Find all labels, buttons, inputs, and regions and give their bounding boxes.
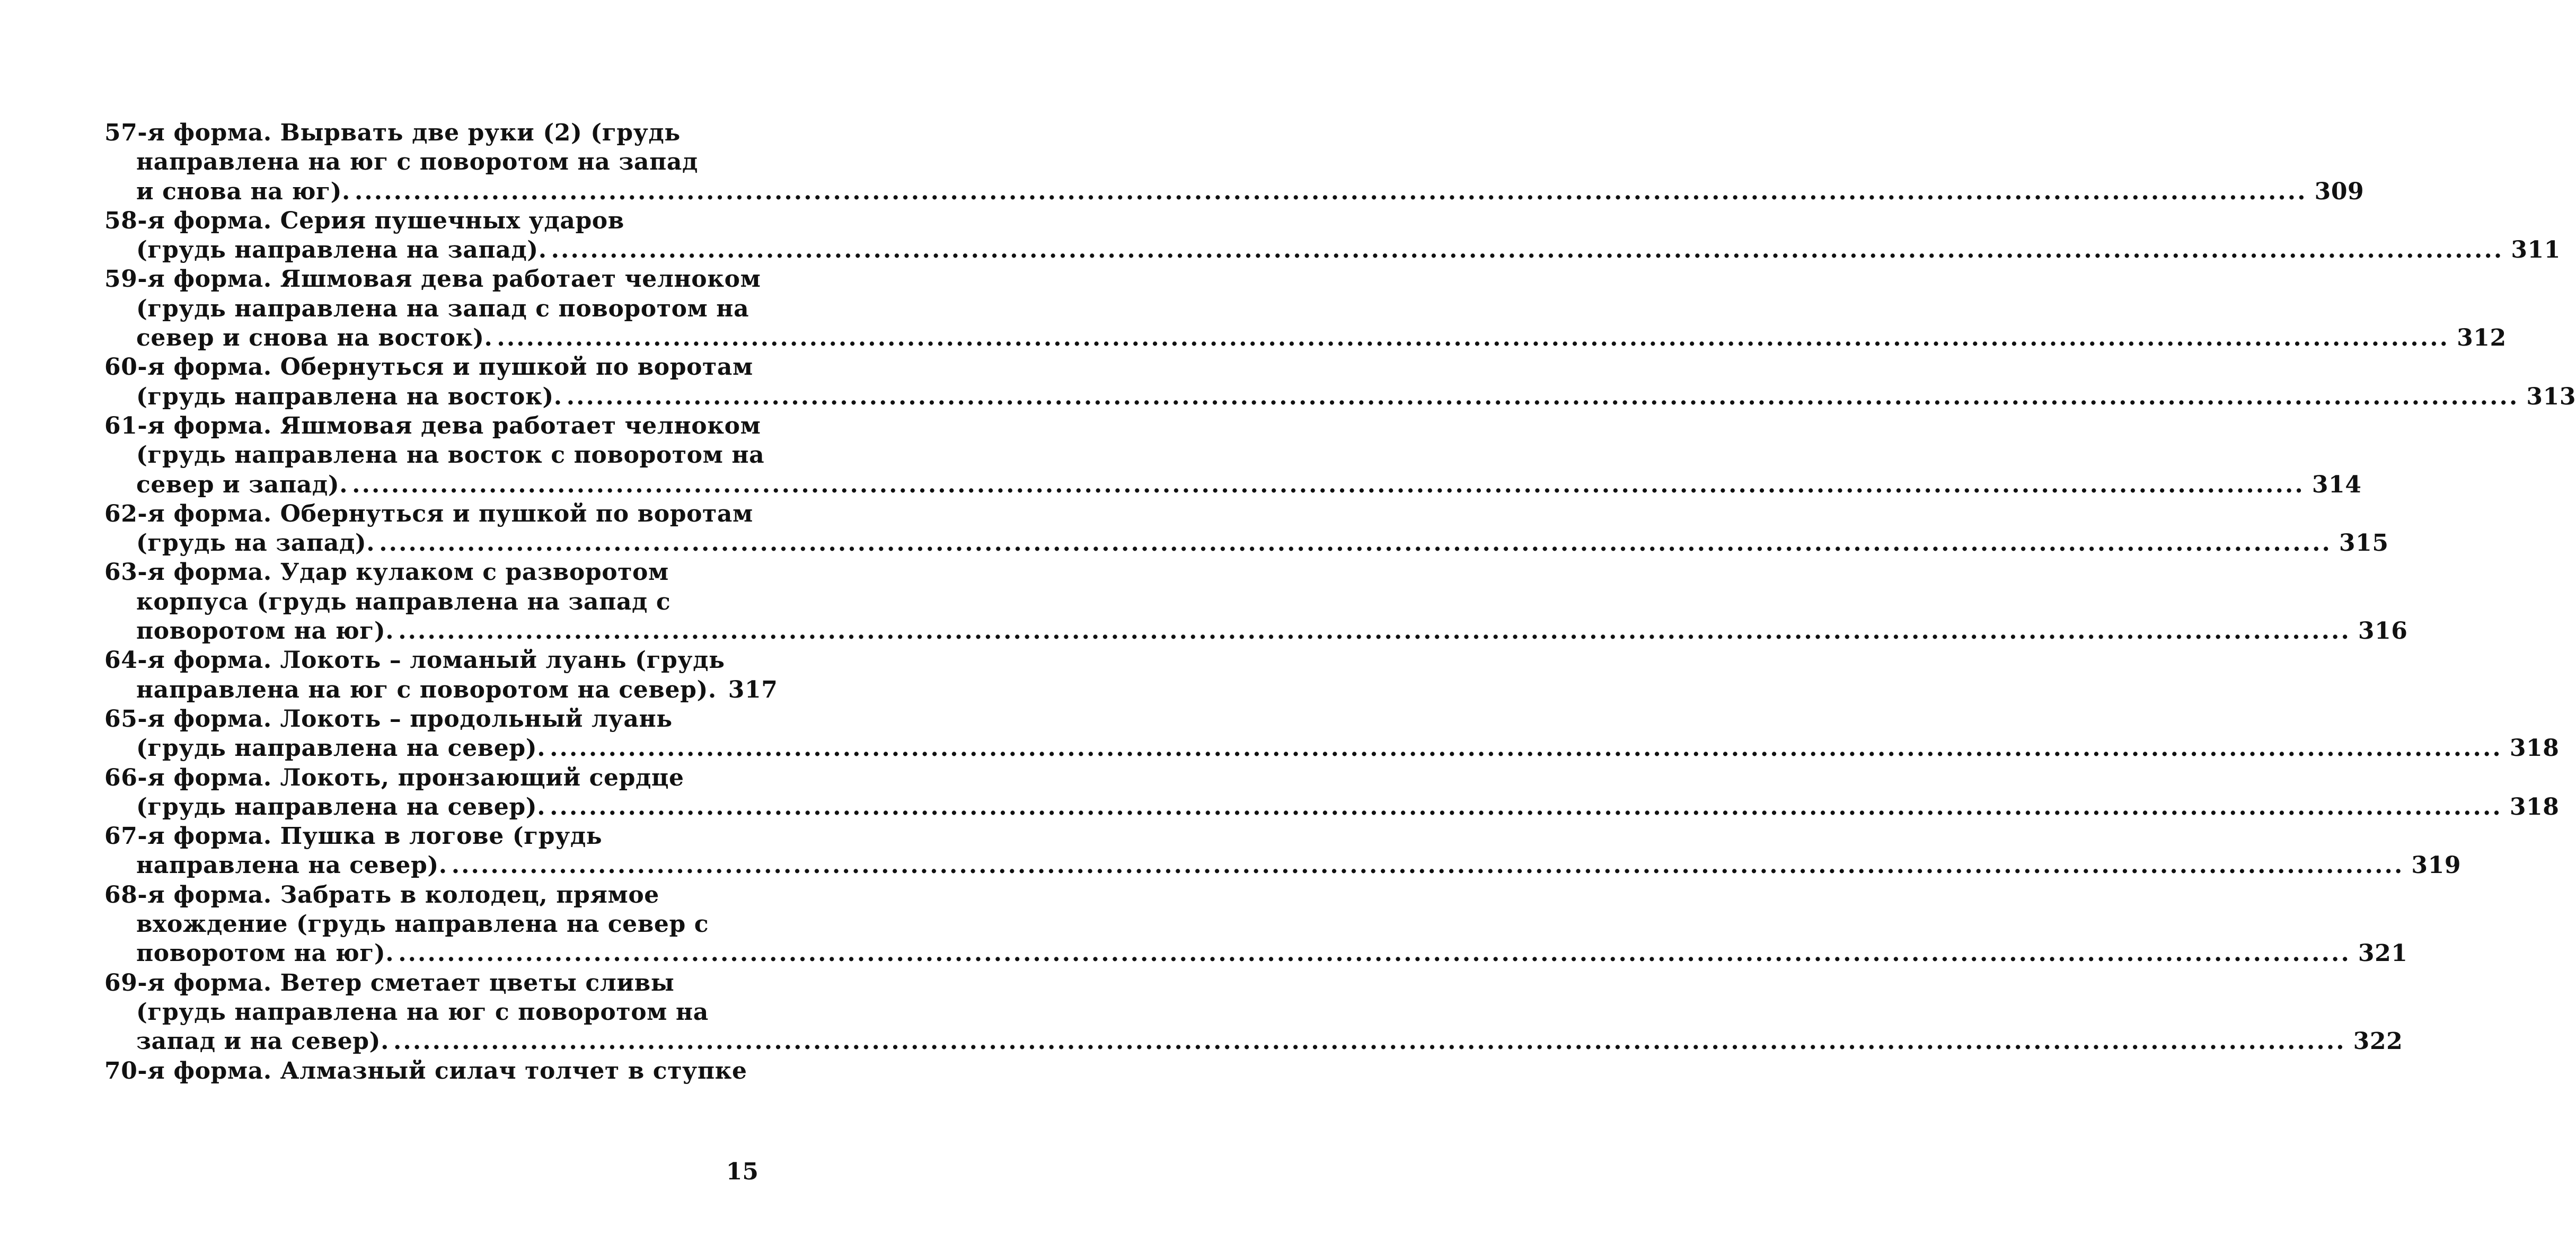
toc-entry-line <box>104 235 2561 264</box>
toc-entry-line <box>104 528 2389 558</box>
toc-entry-line <box>104 470 2362 499</box>
toc-entry-text: направлена на юг с поворотом на север). <box>136 676 717 703</box>
toc-entry <box>104 411 2362 499</box>
toc-page-number: 312 <box>2457 324 2507 352</box>
toc-page-number: 322 <box>2353 1028 2403 1055</box>
toc-entry <box>104 822 2462 880</box>
toc-entry-line: (грудь направлена на запад с поворотом на <box>136 295 749 322</box>
toc-entry <box>104 646 778 704</box>
toc-entry <box>104 704 2560 763</box>
toc-page-number: 319 <box>2411 852 2462 879</box>
toc-entry <box>104 499 2389 558</box>
dot-leader: ........................................................................................................................................................................................................ <box>398 618 2351 645</box>
dot-leader: ........................................................................................................................................................................................................ <box>393 1028 2346 1055</box>
toc-page-number: 321 <box>2358 940 2408 967</box>
toc-entry-text: запад и на север). <box>136 1028 389 1055</box>
toc-entry-text: (грудь направлена на восток). <box>136 383 562 410</box>
toc-entry-line <box>104 851 2462 880</box>
table-of-contents <box>104 118 2576 1086</box>
toc-entry <box>104 206 2561 265</box>
toc-entry-line <box>104 734 2560 763</box>
toc-entry-line: (грудь направлена на юг с поворотом на <box>136 998 709 1026</box>
toc-entry-text: поворотом на юг). <box>136 618 394 645</box>
toc-entry-line: 70-я форма. Алмазный силач толчет в ступке <box>104 1057 747 1085</box>
toc-entry <box>104 763 2560 822</box>
toc-entry-line: вхождение (грудь направлена на север с <box>136 911 709 938</box>
dot-leader: ........................................................................................................................................................................................................ <box>566 383 2519 410</box>
toc-entry-line: 64-я форма. Локоть – ломаный луань (грудь <box>104 647 725 674</box>
toc-page-number: 318 <box>2509 735 2560 762</box>
toc-entry-line: (грудь направлена на восток с поворотом на <box>136 442 765 469</box>
toc-entry <box>104 1056 762 1086</box>
toc-entry-line: 63-я форма. Удар кулаком с разворотом <box>104 559 669 586</box>
toc-entry-line: 59-я форма. Яшмовая дева работает челноком <box>104 266 761 293</box>
toc-page-number: 311 <box>2511 236 2561 264</box>
toc-entry <box>104 558 2408 646</box>
dot-leader: ........................................................................................................................................................................................................ <box>550 735 2502 762</box>
toc-page-number: 309 <box>2314 178 2365 205</box>
toc-entry-line <box>104 177 2365 206</box>
toc-entry-line: 68-я форма. Забрать в колодец, прямое <box>104 881 659 909</box>
toc-entry-text: направлена на север). <box>136 852 447 879</box>
dot-leader: ........................................................................................................................................................................................................ <box>379 530 2332 557</box>
dot-leader: ........................................................................................................................................................................................................ <box>550 793 2502 821</box>
toc-entry-text: поворотом на юг). <box>136 940 394 967</box>
toc-entry-line <box>104 939 2408 968</box>
toc-entry-text: (грудь направлена на север). <box>136 793 546 821</box>
toc-entry-line: 61-я форма. Яшмовая дева работает челноком <box>104 412 761 439</box>
toc-entry <box>104 968 2403 1056</box>
toc-entry-text: север и запад). <box>136 471 348 498</box>
toc-page-number: 315 <box>2339 530 2389 557</box>
page-number: 15 <box>726 1158 758 1185</box>
toc-entry-line: 57-я форма. Вырвать две руки (2) (грудь <box>104 119 681 146</box>
toc-entry <box>104 352 2576 411</box>
toc-page-number: 316 <box>2358 618 2408 645</box>
dot-leader: ........................................................................................................................................................................................................ <box>551 236 2504 264</box>
toc-entry-line <box>104 382 2576 411</box>
dot-leader: ........................................................................................................................................................................................................ <box>398 940 2351 967</box>
toc-entry-line: 69-я форма. Ветер сметает цветы сливы <box>104 969 675 997</box>
toc-entry-text: (грудь на запад). <box>136 530 375 557</box>
toc-page-number: 318 <box>2509 793 2560 821</box>
toc-entry-line: 58-я форма. Серия пушечных ударов <box>104 207 624 234</box>
toc-entry-text: (грудь направлена на север). <box>136 735 546 762</box>
toc-entry-text: и снова на юг). <box>136 178 350 205</box>
toc-entry-line <box>104 675 778 704</box>
toc-entry <box>104 880 2408 968</box>
toc-entry-text: (грудь направлена на запад). <box>136 236 547 264</box>
toc-entry-line: 60-я форма. Обернуться и пушкой по воротам <box>104 354 753 381</box>
toc-entry <box>104 264 2507 352</box>
dot-leader: ........................................................................................................................................................................................................ <box>354 178 2307 205</box>
toc-page-number: 313 <box>2526 383 2576 410</box>
toc-entry-line: 62-я форма. Обернуться и пушкой по воротам <box>104 500 753 527</box>
toc-entry-line: направлена на юг с поворотом на запад <box>136 148 698 176</box>
toc-entry-line <box>104 616 2408 646</box>
toc-entry-line: 66-я форма. Локоть, пронзающий сердце <box>104 764 684 791</box>
toc-entry-line <box>104 792 2560 822</box>
toc-entry-text: север и снова на восток). <box>136 324 493 352</box>
toc-entry-line: 65-я форма. Локоть – продольный луань <box>104 705 673 733</box>
toc-entry-line <box>104 1027 2403 1056</box>
toc-page-number: 314 <box>2312 471 2362 498</box>
toc-entry-line: 67-я форма. Пушка в логове (грудь <box>104 823 603 850</box>
dot-leader: ........................................................................................................................................................................................................ <box>451 852 2404 879</box>
dot-leader: ........................................................................................................................................................................................................ <box>497 324 2450 352</box>
toc-entry-line: корпуса (грудь направлена на запад с <box>136 588 671 615</box>
toc-entry <box>104 118 2365 206</box>
toc-page-number: 317 <box>728 676 778 703</box>
dot-leader: ........................................................................................................................................................................................................ <box>352 471 2305 498</box>
toc-entry-line <box>104 323 2507 352</box>
